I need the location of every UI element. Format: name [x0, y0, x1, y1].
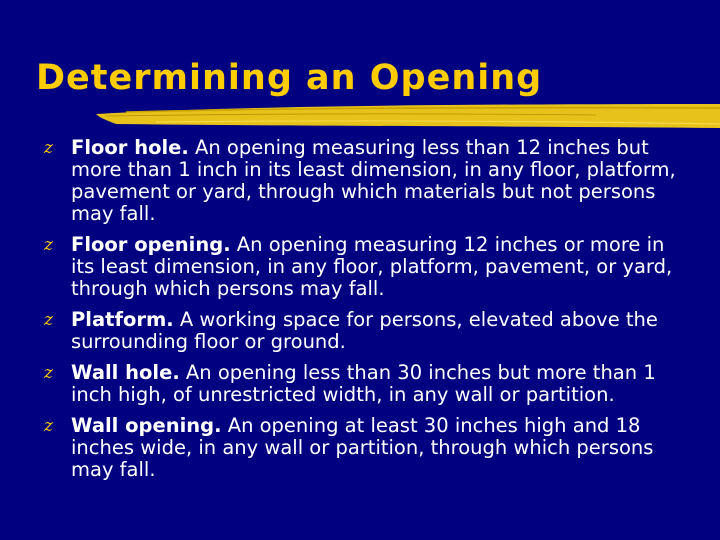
bullet-text: An opening at least 30 inches high and 18 inches wide, in any wall or partition, through which persons may fall.: [71, 414, 654, 481]
bullet-term: Platform.: [71, 308, 174, 331]
bullet-text: An opening measuring less than 12 inches but more than 1 inch in its least dimension, in any floor, platform, pavement or yard, through which materials but not persons may fall.: [71, 136, 676, 225]
bullet-text: A working space for persons, elevated above the surrounding floor or ground.: [71, 308, 658, 353]
bullet-marker-icon: z: [44, 416, 53, 436]
bullet-term: Wall hole.: [71, 361, 180, 384]
bullet-marker-icon: z: [44, 138, 53, 158]
bullet-text: An opening less than 30 inches but more than 1 inch high, of unrestricted width, in any wall or partition.: [71, 361, 656, 406]
bullet-marker-icon: z: [44, 363, 53, 383]
bullet-item-wall-hole: [44, 362, 684, 406]
slide-title: Determining an Opening: [36, 58, 543, 98]
bullet-text: An opening measuring 12 inches or more in its least dimension, in any floor, platform, pavement, or yard, through which persons may fall.: [71, 233, 673, 300]
bullet-marker-icon: z: [44, 310, 53, 330]
bullet-term: Floor opening.: [71, 233, 231, 256]
bullet-item-floor-hole: [44, 137, 684, 225]
bullet-term: Wall opening.: [71, 414, 222, 437]
bullet-term: Floor hole.: [71, 136, 189, 159]
bullet-item-platform: [44, 309, 684, 353]
bullet-item-wall-opening: [44, 415, 684, 481]
bullet-list: [44, 137, 684, 490]
bullet-marker-icon: z: [44, 235, 53, 255]
bullet-item-floor-opening: [44, 234, 684, 300]
brush-stroke-underline: [36, 100, 720, 134]
